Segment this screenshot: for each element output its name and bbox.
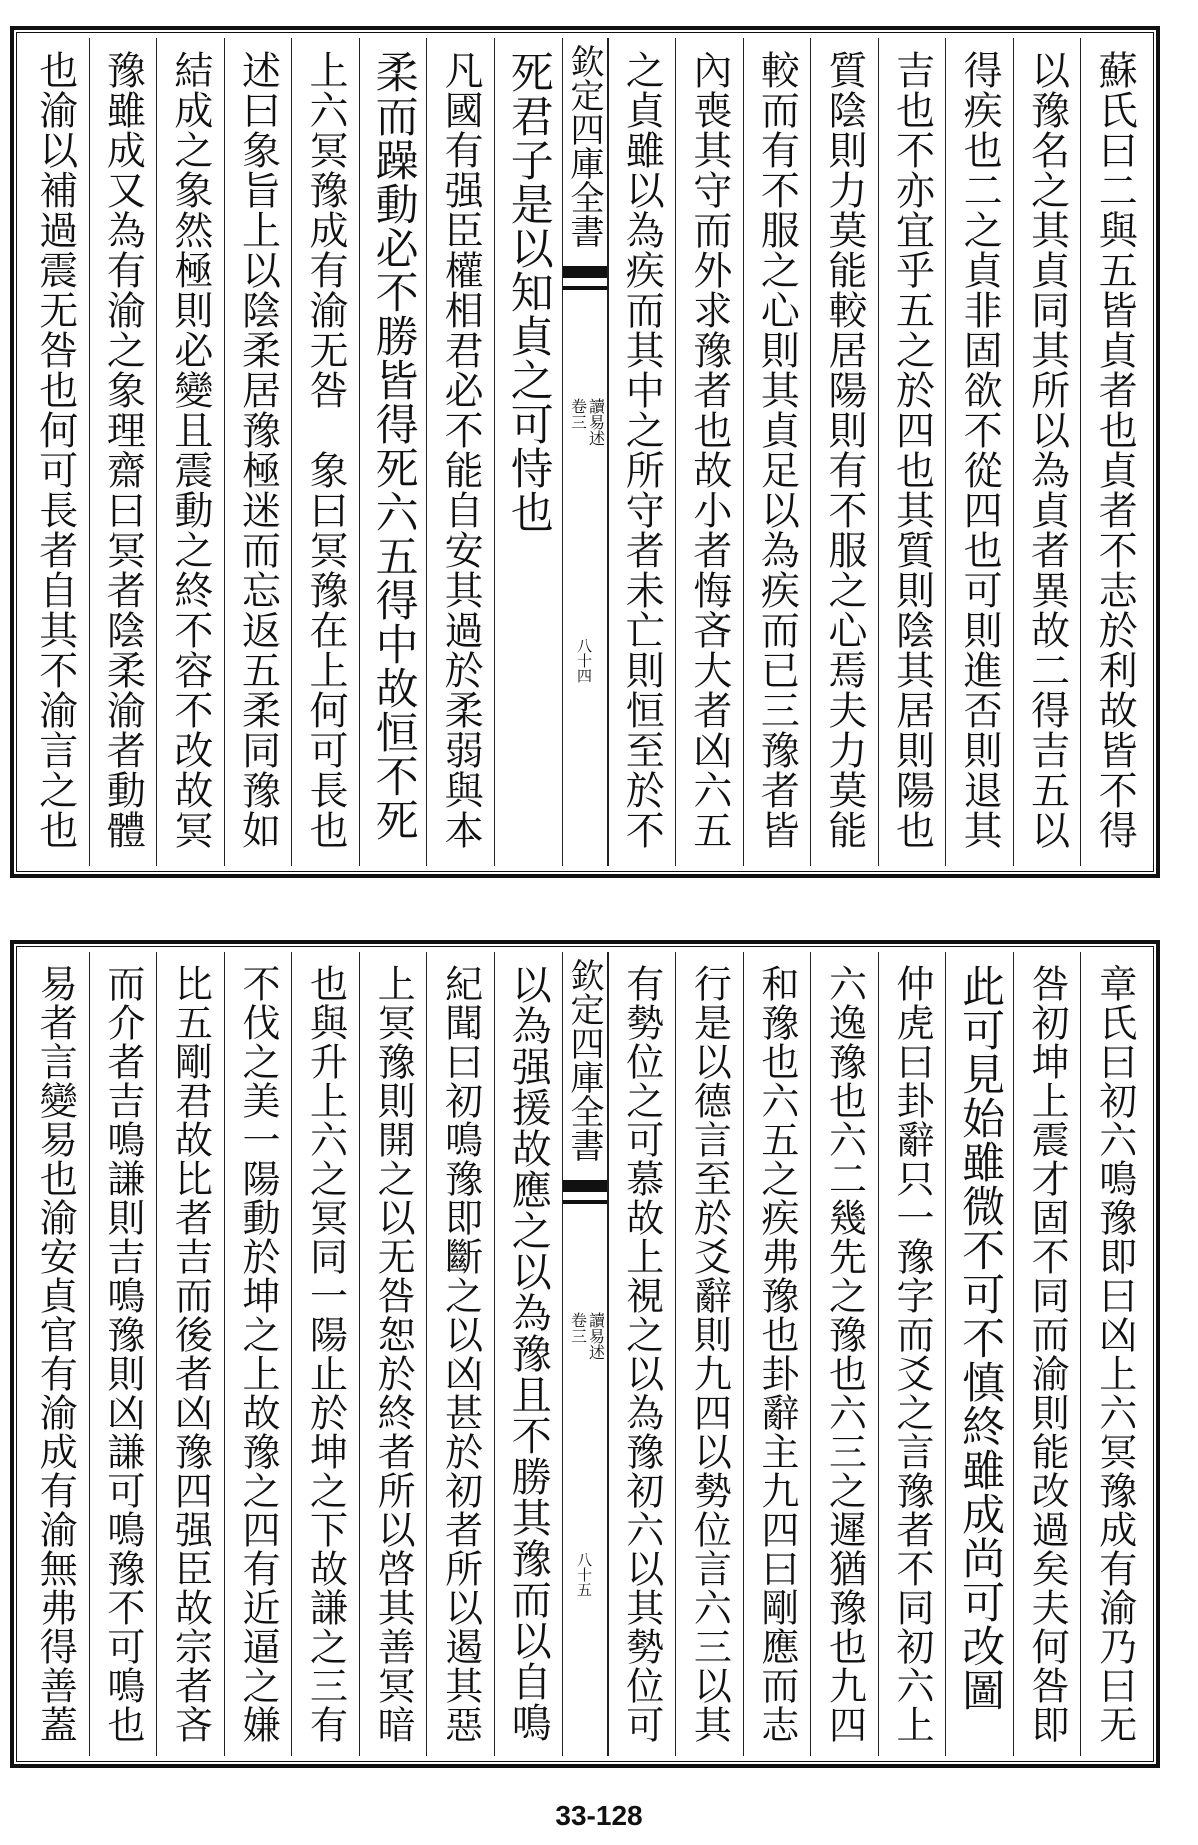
text-column: [89, 38, 157, 866]
text-column: [156, 952, 224, 1756]
column-text: 上冥豫則開之以无咎恕於終者所以啓其善冥暗: [371, 964, 416, 1744]
text-column: [608, 38, 676, 866]
column-text: 此可見始雖微不可不慎終雖成尚可改圖: [955, 964, 1006, 1712]
volume-label: 卷三: [568, 1312, 588, 1344]
folio-number: 八十五: [575, 1552, 593, 1597]
lower-page: [10, 940, 1160, 1768]
text-column: [878, 38, 946, 866]
lower-columns: [22, 952, 1148, 1756]
text-column: [743, 38, 811, 866]
text-column: [359, 952, 427, 1756]
column-text: 六逸豫也六二幾先之豫也六三之遲猶豫也九四: [822, 964, 867, 1744]
upper-page: [10, 26, 1160, 878]
text-column: [1013, 38, 1081, 866]
text-column: [224, 952, 292, 1756]
page-number: 33-128: [555, 1800, 643, 1831]
fish-tail-mark: [563, 1180, 607, 1192]
column-text: 吉也不亦宜乎五之於四也其質則陰其居則陽也: [889, 50, 935, 850]
column-text: 結成之象然極則必變且震動之終不容不改故冥: [167, 50, 213, 850]
column-text: 質陰則力莫能較居陽則有不服之心焉夫力莫能: [821, 50, 867, 850]
text-column: [1013, 952, 1081, 1756]
text-column: [359, 38, 427, 866]
fish-tail-line: [563, 1200, 607, 1204]
text-column: [291, 952, 359, 1756]
column-text: 豫雖成又為有渝之象理齋曰冥者陰柔渝者動體: [100, 50, 146, 850]
work-title: 讀易述: [586, 398, 606, 446]
center-margin: [562, 38, 608, 866]
text-column: [945, 38, 1013, 866]
text-column: [945, 952, 1013, 1756]
text-column: [89, 952, 157, 1756]
column-text: 比五剛君故比者吉而後者凶豫四强臣故宗者吝: [168, 964, 213, 1744]
column-text: 不伐之美一陽動於坤之上故豫之四有近逼之嫌: [235, 964, 280, 1744]
column-text: 而介者吉鳴謙則吉鳴豫則凶謙可鳴豫不可鳴也: [100, 964, 145, 1744]
column-text: 也與升上六之冥同一陽止於坤之下故謙之三有: [303, 964, 348, 1744]
column-text: 行是以德言至於爻辭則九四以勢位言六三以其: [687, 964, 732, 1744]
work-title: 讀易述: [586, 1312, 606, 1360]
column-text: 之貞雖以為疾而其中之所守者未亡則恒至於不: [619, 50, 665, 850]
book-title: 欽定四庫全書: [564, 958, 604, 1162]
text-column: [1080, 38, 1148, 866]
text-column: [878, 952, 946, 1756]
column-text: 易者言變易也渝安貞官有渝成有渝無弗得善蓋: [33, 964, 78, 1744]
folio-number: 八十四: [575, 638, 593, 683]
text-column: [22, 38, 89, 866]
fish-tail-line: [563, 286, 607, 290]
column-text: 述曰象旨上以陰柔居豫極迷而忘返五柔同豫如: [235, 50, 281, 850]
column-text: 上六冥豫成有渝无咎 象曰冥豫在上何可長也: [303, 50, 349, 850]
text-column: [426, 38, 494, 866]
text-column: [494, 952, 562, 1756]
column-text: 內喪其守而外求豫者也故小者悔吝大者凶六五: [686, 50, 732, 850]
text-column: [494, 38, 562, 866]
center-margin: [562, 952, 608, 1756]
text-column: [291, 38, 359, 866]
book-title: 欽定四庫全書: [564, 44, 604, 248]
fish-tail-mark: [563, 266, 607, 278]
text-column: [224, 38, 292, 866]
text-column: [608, 952, 676, 1756]
column-text: 咎初坤上震才固不同而渝則能改過矣夫何咎即: [1025, 964, 1070, 1744]
column-text: 以豫名之其貞同其所以為貞者異故二得吉五以: [1024, 50, 1070, 850]
text-column: [426, 952, 494, 1756]
column-text: 也渝以補過震无咎也何可長者自其不渝言之也: [32, 50, 78, 850]
column-text: 死君子是以知貞之可恃也: [503, 50, 554, 534]
text-column: [675, 952, 743, 1756]
text-column: [22, 952, 89, 1756]
upper-columns: [22, 38, 1148, 866]
text-column: [1080, 952, 1148, 1756]
column-text: 紀聞曰初鳴豫即斷之以凶甚於初者所以遏其惡: [438, 964, 483, 1744]
text-column: [675, 38, 743, 866]
column-text: 較而有不服之心則其貞足以為疾而已三豫者皆: [754, 50, 800, 850]
column-text: 有勢位之可慕故上視之以為豫初六以其勢位可: [619, 964, 664, 1744]
text-column: [743, 952, 811, 1756]
text-column: [810, 952, 878, 1756]
text-column: [810, 38, 878, 866]
column-text: 蘇氏曰二與五皆貞者也貞者不志於利故皆不得: [1092, 50, 1138, 850]
text-column: [156, 38, 224, 866]
column-text: 仲虎曰卦辭只一豫字而爻之言豫者不同初六上: [890, 964, 935, 1744]
column-text: 以為强援故應之以為豫且不勝其豫而以自鳴: [505, 964, 552, 1743]
column-text: 和豫也六五之疾弗豫也卦辭主九四曰剛應而志: [754, 964, 799, 1744]
volume-label: 卷三: [568, 398, 588, 430]
column-text: 凡國有强臣權相君必不能自安其過於柔弱與本: [438, 50, 484, 850]
column-text: 得疾也二之貞非固欲不從四也可則進否則退其: [957, 50, 1003, 850]
column-text: 章氏曰初六鳴豫即曰凶上六冥豫成有渝乃曰无: [1092, 964, 1137, 1744]
column-text: 柔而躁動必不勝皆得死六五得中故恒不死: [368, 50, 419, 842]
